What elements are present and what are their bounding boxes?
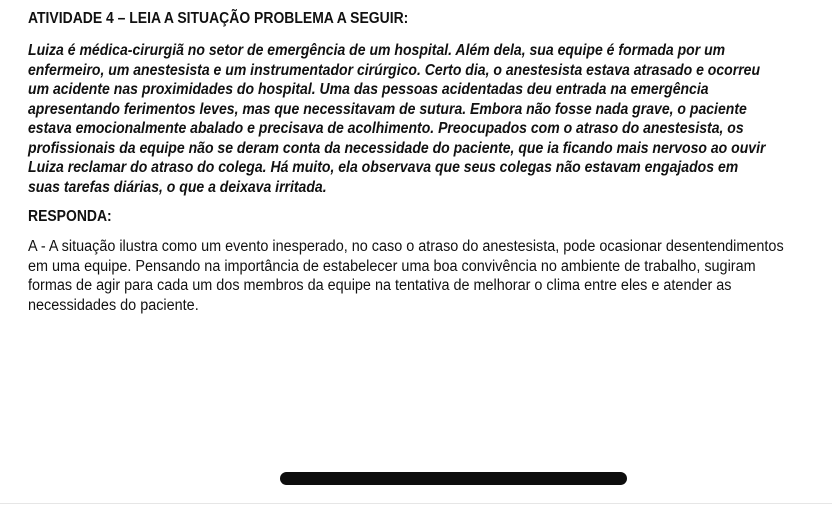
situation-line: suas tarefas diárias, o que a deixava irritada. [28,178,327,196]
situation-line: profissionais da equipe não se deram conta da necessidade do paciente, que ia ficando mais nervoso ao ouvir [28,139,766,157]
question-line: formas de agir para cada um dos membros da equipe na tentativa de melhorar o clima entre eles e atender as [28,277,732,294]
home-indicator-bar[interactable] [280,472,627,485]
question-line: em uma equipe. Pensando na importância de estabelecer uma boa convivência no ambiente de trabalho, sugiram [28,257,756,275]
question-line: necessidades do paciente. [28,296,199,314]
activity-heading: ATIVIDADE 4 – LEIA A SITUAÇÃO PROBLEMA A SEGUIR: [28,10,409,27]
respond-heading: RESPONDA: [28,208,112,225]
bottom-divider [0,503,832,504]
situation-line: Luiza é médica-cirurgiã no setor de emergência de um hospital. Além dela, sua equipe é formada por um [28,42,726,59]
situation-line: um acidente nas proximidades do hospital. Uma das pessoas acidentadas deu entrada na emergência [28,81,709,98]
situation-line: enfermeiro, um anestesista e um instrumentador cirúrgico. Certo dia, o anestesista estava atrasado e ocorreu [28,61,761,79]
situation-line: estava emocionalmente abalado e precisava de acolhimento. Preocupados com o atraso do anestesista, os [28,120,744,137]
question-line: A - A situação ilustra como um evento inesperado, no caso o atraso do anestesista, pode ocasionar desentendimentos [28,238,784,255]
situation-line: apresentando ferimentos leves, mas que necessitavam de sutura. Embora não fosse nada grave, o paciente [28,100,747,118]
situation-line: Luiza reclamar do atraso do colega. Há muito, ela observava que seus colegas não estavam engajados em [28,159,739,176]
